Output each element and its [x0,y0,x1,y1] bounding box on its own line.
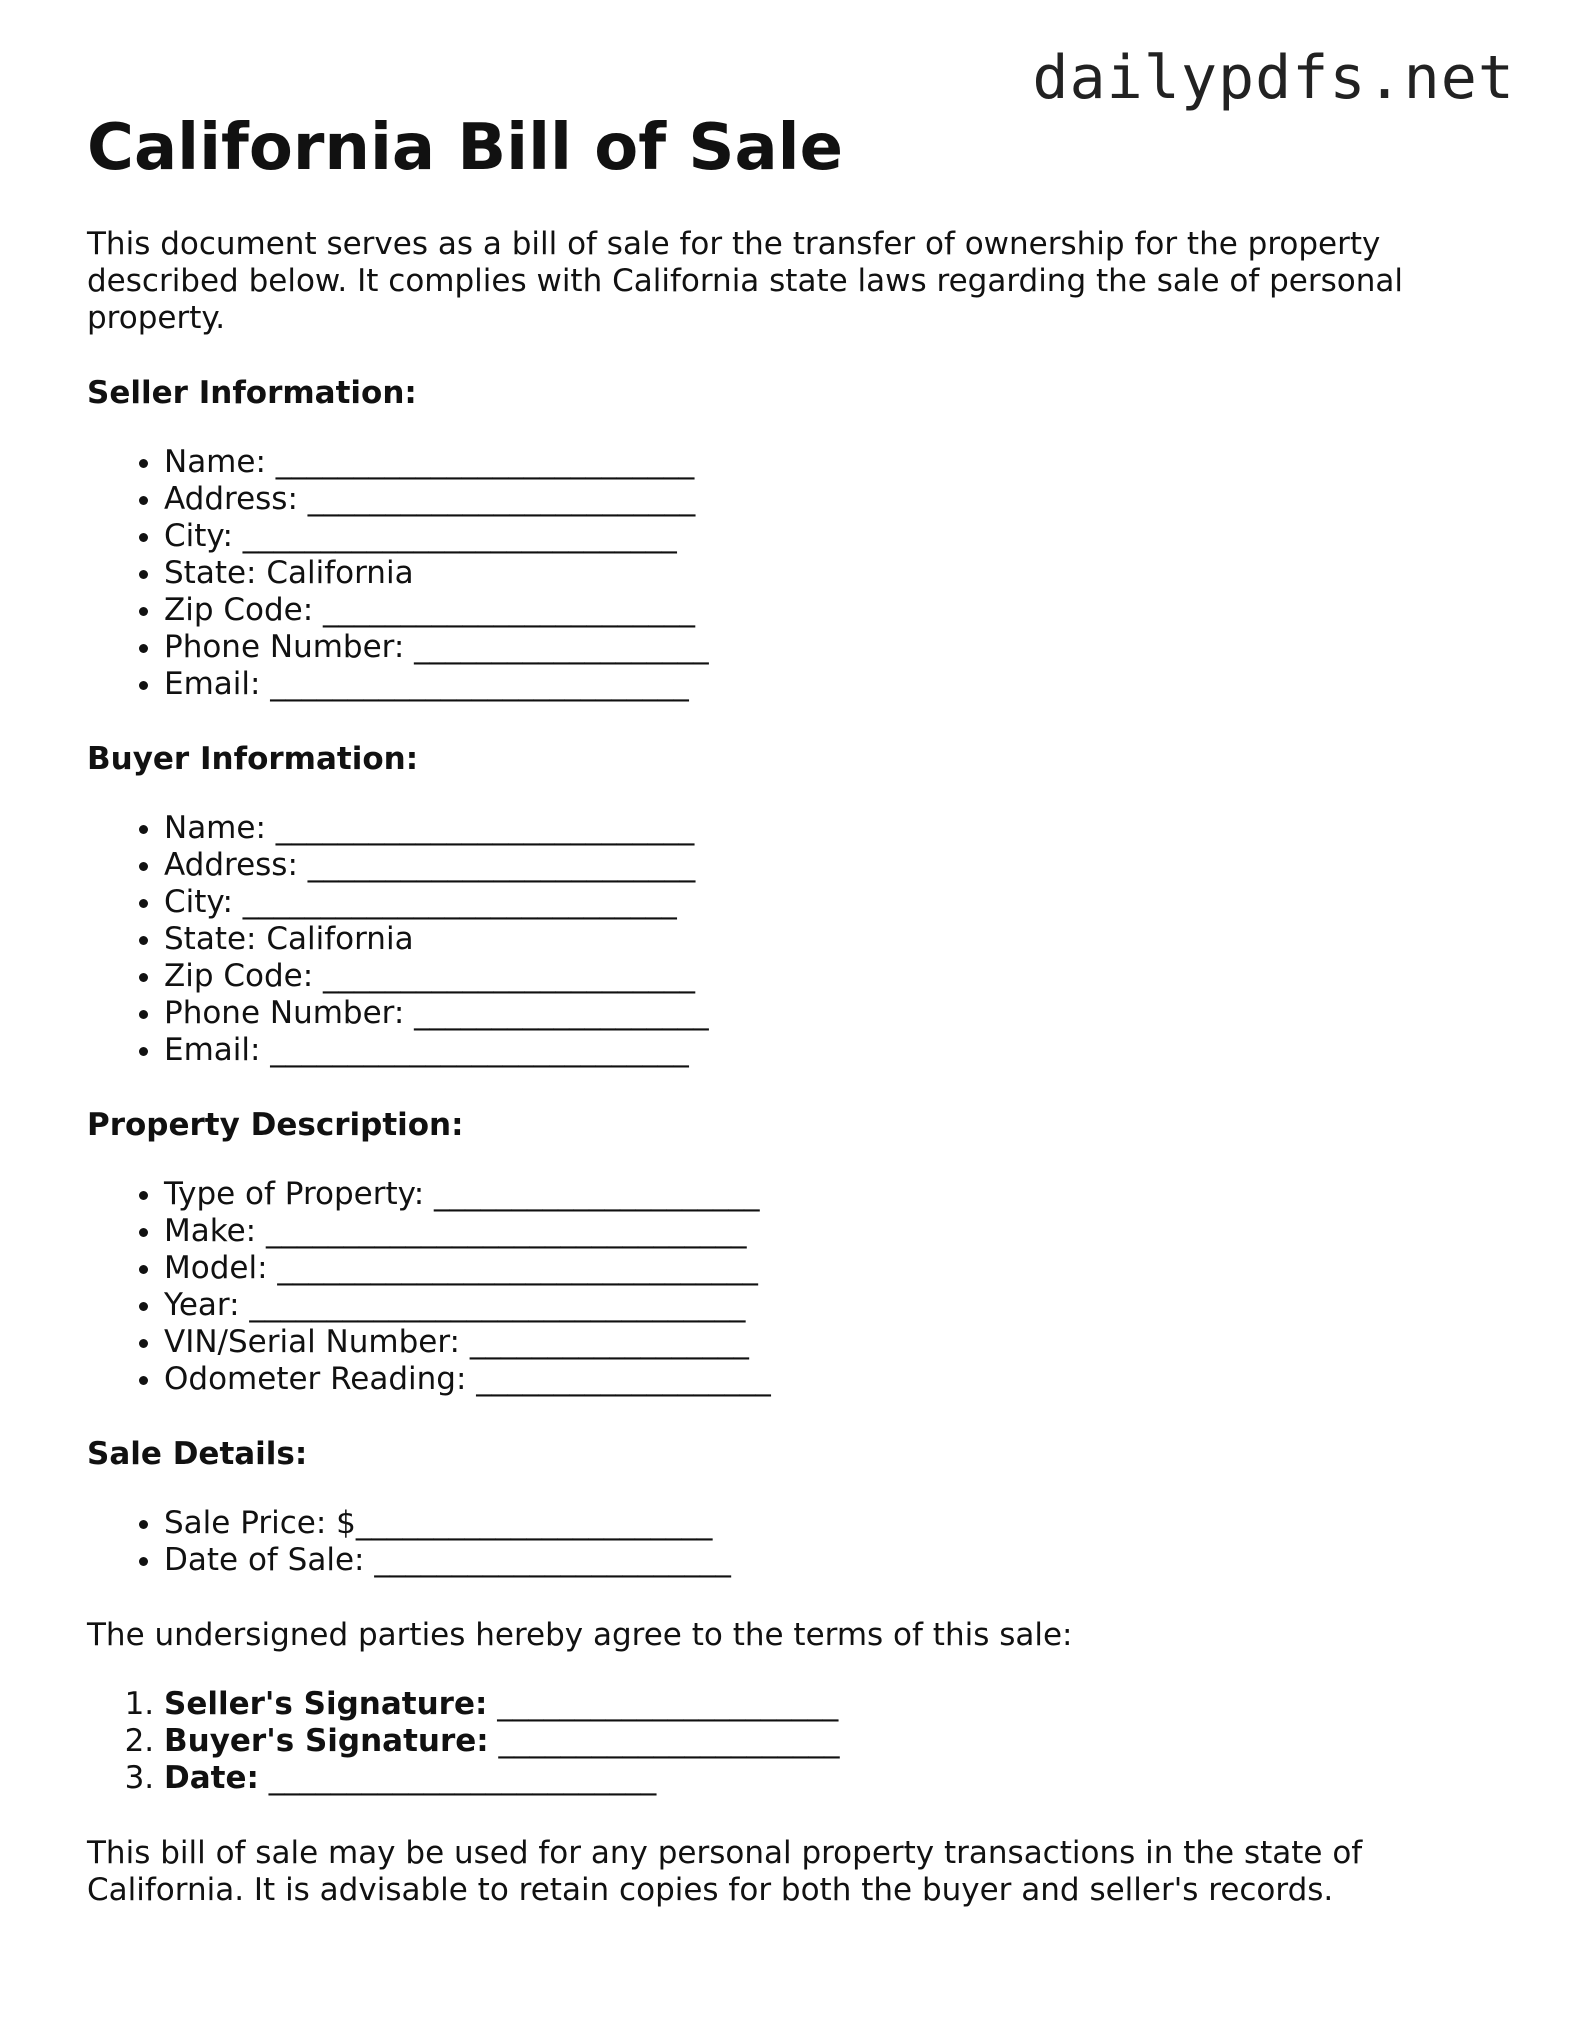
sale-price-field[interactable]: • Sale Price: $_______________________ [164,1505,1487,1542]
seller-address-field[interactable]: • Address: _________________________ [164,481,1487,518]
buyer-phone-field[interactable]: • Phone Number: ___________________ [164,995,1487,1032]
property-heading: Property Description: [87,1107,464,1143]
seller-city-field[interactable]: • City: ____________________________ [164,518,1487,555]
property-list [87,1176,1487,1398]
seller-name-field[interactable]: • Name: ___________________________ [164,444,1487,481]
buyer-address-field[interactable]: • Address: _________________________ [164,847,1487,884]
sale-list [87,1505,1487,1579]
property-make-field[interactable]: • Make: _______________________________ [164,1213,1487,1250]
buyer-signature-blank[interactable]: ______________________ [488,1723,840,1759]
sale-date-field[interactable]: • Date of Sale: _______________________ [164,1542,1487,1579]
signature-date-label: Date: [164,1760,259,1796]
seller-zip-field[interactable]: • Zip Code: ________________________ [164,592,1487,629]
seller-list [87,444,1487,703]
seller-heading: Seller Information: [87,375,417,411]
intro-paragraph: This document serves as a bill of sale for the transfer of ownership for the property described below. It complies with California state laws regarding the sale of personal property. [87,226,1404,336]
buyer-signature-field[interactable] [164,1723,1487,1760]
seller-phone-field[interactable]: • Phone Number: ___________________ [164,629,1487,666]
agreement-text: The undersigned parties hereby agree to the terms of this sale: [87,1617,1073,1653]
property-year-field[interactable]: • Year: ________________________________ [164,1287,1487,1324]
property-odometer-field[interactable]: • Odometer Reading: ___________________ [164,1361,1487,1398]
signature-list [87,1686,1487,1797]
property-vin-field[interactable]: • VIN/Serial Number: __________________ [164,1324,1487,1361]
property-model-field[interactable]: • Model: _______________________________ [164,1250,1487,1287]
sale-heading: Sale Details: [87,1436,308,1472]
page-title: California Bill of Sale [87,111,843,185]
seller-signature-blank[interactable]: ______________________ [487,1686,839,1722]
signature-date-blank[interactable]: _________________________ [258,1760,657,1796]
buyer-city-field[interactable]: • City: ____________________________ [164,884,1487,921]
seller-signature-label: Seller's Signature: [164,1686,488,1722]
seller-signature-field[interactable] [164,1686,1487,1723]
document-body [87,108,1487,1909]
property-type-field[interactable]: • Type of Property: _____________________ [164,1176,1487,1213]
buyer-state-field: • State: California [164,921,1487,958]
buyer-list [87,810,1487,1069]
signature-date-field[interactable] [164,1760,1487,1797]
buyer-zip-field[interactable]: • Zip Code: ________________________ [164,958,1487,995]
buyer-email-field[interactable]: • Email: ___________________________ [164,1032,1487,1069]
seller-email-field[interactable]: • Email: ___________________________ [164,666,1487,703]
buyer-signature-label: Buyer's Signature: [164,1723,489,1759]
seller-state-field: • State: California [164,555,1487,592]
buyer-heading: Buyer Information: [87,741,419,777]
watermark-text: dailypdfs.net [1032,43,1515,113]
buyer-name-field[interactable]: • Name: ___________________________ [164,810,1487,847]
closing-paragraph: This bill of sale may be used for any personal property transactions in the state of California. It is advisable to retain copies for both the buyer and seller's records. [87,1835,1363,1908]
